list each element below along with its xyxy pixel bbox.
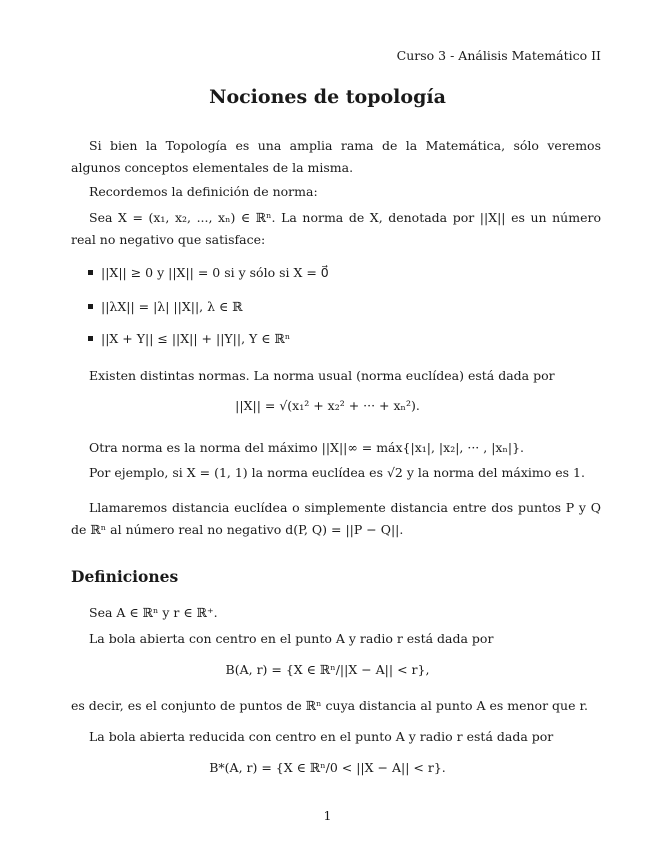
bullet-item-homogeneity bbox=[88, 299, 243, 314]
bullet-text: ||X|| ≥ 0 y ||X|| = 0 si y sólo si X = 0⃗ bbox=[101, 265, 329, 280]
bullet-icon bbox=[88, 336, 93, 341]
bullet-text: ||X + Y|| ≤ ||X|| + ||Y||, Y ∈ ℝⁿ bbox=[101, 331, 291, 346]
example-paragraph: Por ejemplo, si X = (1, 1) la norma euclídea es √2 y la norma del máximo es 1. bbox=[89, 465, 585, 480]
bullet-icon bbox=[88, 304, 93, 309]
bullet-icon bbox=[88, 270, 93, 275]
max-norm-paragraph: Otra norma es la norma del máximo ||X||∞ = máx{|x₁|, |x₂|, ··· , |xₙ|}. bbox=[89, 440, 525, 455]
open-ball-formula: B(A, r) = {X ∈ ℝⁿ/||X − A|| < r}, bbox=[225, 662, 430, 677]
section-heading: Definiciones bbox=[71, 567, 179, 586]
running-header: Curso 3 - Análisis Matemático II bbox=[396, 48, 601, 63]
page-title: Nociones de topología bbox=[209, 86, 446, 108]
page-number: 1 bbox=[323, 808, 332, 823]
bullet-text: ||λX|| = |λ| ||X||, λ ∈ ℝ bbox=[101, 299, 243, 314]
bullet-item-nonnegative bbox=[88, 265, 329, 280]
recall-paragraph: Recordemos la definición de norma: bbox=[89, 184, 318, 199]
norms-paragraph: Existen distintas normas. La norma usual (norma euclídea) está dada por bbox=[89, 368, 555, 383]
bullet-item-triangle bbox=[88, 331, 290, 346]
reduced-ball-paragraph: La bola abierta reducida con centro en el punto A y radio r está dada por bbox=[89, 729, 554, 744]
definition-sea-paragraph: Sea A ∈ ℝⁿ y r ∈ ℝ⁺. bbox=[89, 605, 218, 620]
open-ball-paragraph: La bola abierta con centro en el punto A y radio r está dada por bbox=[89, 631, 494, 646]
norm-definition-paragraph: Sea X = (x₁, x₂, ..., xₙ) ∈ ℝⁿ. La norma de X, denotada por ||X|| es un número real no negativo que satisface: bbox=[71, 210, 601, 247]
reduced-ball-formula: B*(A, r) = {X ∈ ℝⁿ/0 < ||X − A|| < r}. bbox=[209, 760, 446, 775]
intro-paragraph: Si bien la Topología es una amplia rama de la Matemática, sólo veremos algunos conceptos elementales de la misma. bbox=[71, 138, 601, 175]
distance-paragraph: Llamaremos distancia euclídea o simplemente distancia entre dos puntos P y Q de ℝⁿ al número real no negativo d(P, Q) = ||P − Q||. bbox=[71, 500, 601, 537]
euclidean-norm-formula: ||X|| = √(x₁² + x₂² + ··· + xₙ²). bbox=[235, 398, 420, 413]
open-ball-explanation: es decir, es el conjunto de puntos de ℝⁿ cuya distancia al punto A es menor que r. bbox=[71, 698, 589, 713]
